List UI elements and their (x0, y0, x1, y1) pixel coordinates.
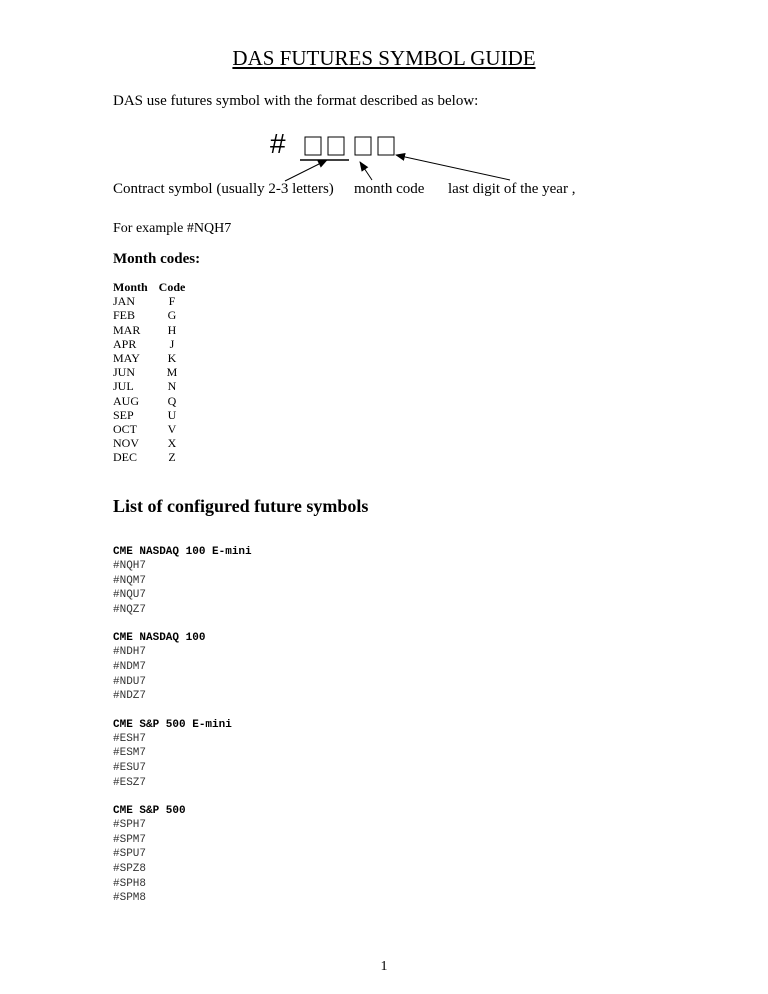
month-arrow (360, 162, 372, 180)
symbol-item: #NDU7 (113, 675, 147, 688)
symbol-item: #NDZ7 (113, 690, 147, 703)
month-row (113, 408, 187, 422)
month-name: NOV (113, 436, 139, 451)
group-title: CME S&P 500 E-mini (113, 718, 232, 731)
month-code: J (169, 336, 175, 351)
month-code: Z (168, 450, 176, 465)
month-row (113, 308, 187, 322)
group-title: CME NASDAQ 100 (113, 632, 206, 645)
symbol-item: #NQH7 (113, 560, 147, 572)
symbol-item: #SPH7 (113, 819, 147, 832)
month-code: F (168, 294, 176, 309)
label-month: month code (354, 181, 425, 197)
month-box (355, 137, 371, 155)
symbol-group (113, 631, 252, 703)
month-codes-table (113, 280, 187, 465)
symbol-item: #NDH7 (113, 646, 147, 659)
month-row (113, 394, 187, 408)
month-name: AUG (113, 393, 139, 408)
symbol-item: #SPH8 (113, 877, 147, 890)
month-name: APR (113, 336, 137, 351)
col-month: Month (113, 280, 148, 294)
year-box (378, 137, 394, 155)
symbol-item: #SPU7 (113, 848, 147, 861)
month-codes-heading: Month codes: (113, 251, 201, 267)
year-arrow (396, 155, 510, 180)
month-table-header (113, 280, 187, 294)
month-row (113, 450, 187, 464)
symbol-item: #SPM7 (113, 833, 147, 846)
month-code: K (167, 351, 177, 366)
month-code: H (167, 322, 177, 337)
month-code: M (166, 365, 178, 380)
month-name: JUN (113, 365, 136, 380)
symbol-item: #NDM7 (113, 660, 147, 673)
month-code: V (167, 422, 177, 437)
contract-box-1 (305, 137, 321, 155)
month-row (113, 323, 187, 337)
month-code: X (167, 436, 177, 451)
symbol-item: #NQU7 (113, 589, 147, 602)
contract-arrow (285, 160, 327, 181)
month-name: OCT (113, 422, 137, 437)
label-contract: Contract symbol (usually 2-3 letters) (113, 181, 334, 197)
month-code: U (167, 407, 177, 422)
symbol-groups (113, 545, 252, 920)
col-code: Code (158, 280, 186, 294)
label-year: last digit of the year , (448, 181, 576, 197)
symbol-group (113, 804, 252, 906)
symbol-item: #NQM7 (113, 574, 147, 587)
symbol-item: #SPM8 (113, 892, 147, 905)
symbol-item: #NQZ7 (113, 603, 147, 616)
month-code: Q (167, 393, 177, 408)
symbols-list-heading: List of configured future symbols (113, 496, 369, 516)
group-title: CME NASDAQ 100 E-mini (113, 546, 252, 558)
month-name: SEP (113, 407, 134, 422)
month-code: G (167, 308, 177, 323)
page-title: DAS FUTURES SYMBOL GUIDE (232, 46, 536, 70)
contract-box-2 (328, 137, 344, 155)
month-name: MAY (113, 351, 140, 366)
month-name: DEC (113, 450, 137, 465)
month-row (113, 337, 187, 351)
symbol-item: #ESZ7 (113, 776, 147, 789)
month-row (113, 351, 187, 365)
symbol-group (113, 545, 252, 617)
month-name: JAN (113, 294, 136, 309)
symbol-prefix: # (270, 128, 286, 159)
month-row (113, 294, 187, 308)
page-number: 1 (380, 959, 388, 974)
month-name: FEB (113, 308, 136, 323)
symbol-item: #ESH7 (113, 732, 147, 745)
intro-text: DAS use futures symbol with the format described as below: (113, 93, 479, 109)
symbol-item: #ESM7 (113, 747, 147, 760)
month-row (113, 365, 187, 379)
month-row (113, 379, 187, 393)
month-row (113, 422, 187, 436)
group-title: CME S&P 500 (113, 805, 186, 818)
month-code: N (167, 379, 177, 394)
month-row (113, 436, 187, 450)
symbol-item: #ESU7 (113, 761, 147, 774)
symbol-group (113, 718, 252, 790)
symbol-item: #SPZ8 (113, 862, 147, 875)
month-name: MAR (113, 322, 141, 337)
month-name: JUL (113, 379, 134, 394)
example-text: For example #NQH7 (113, 221, 232, 236)
